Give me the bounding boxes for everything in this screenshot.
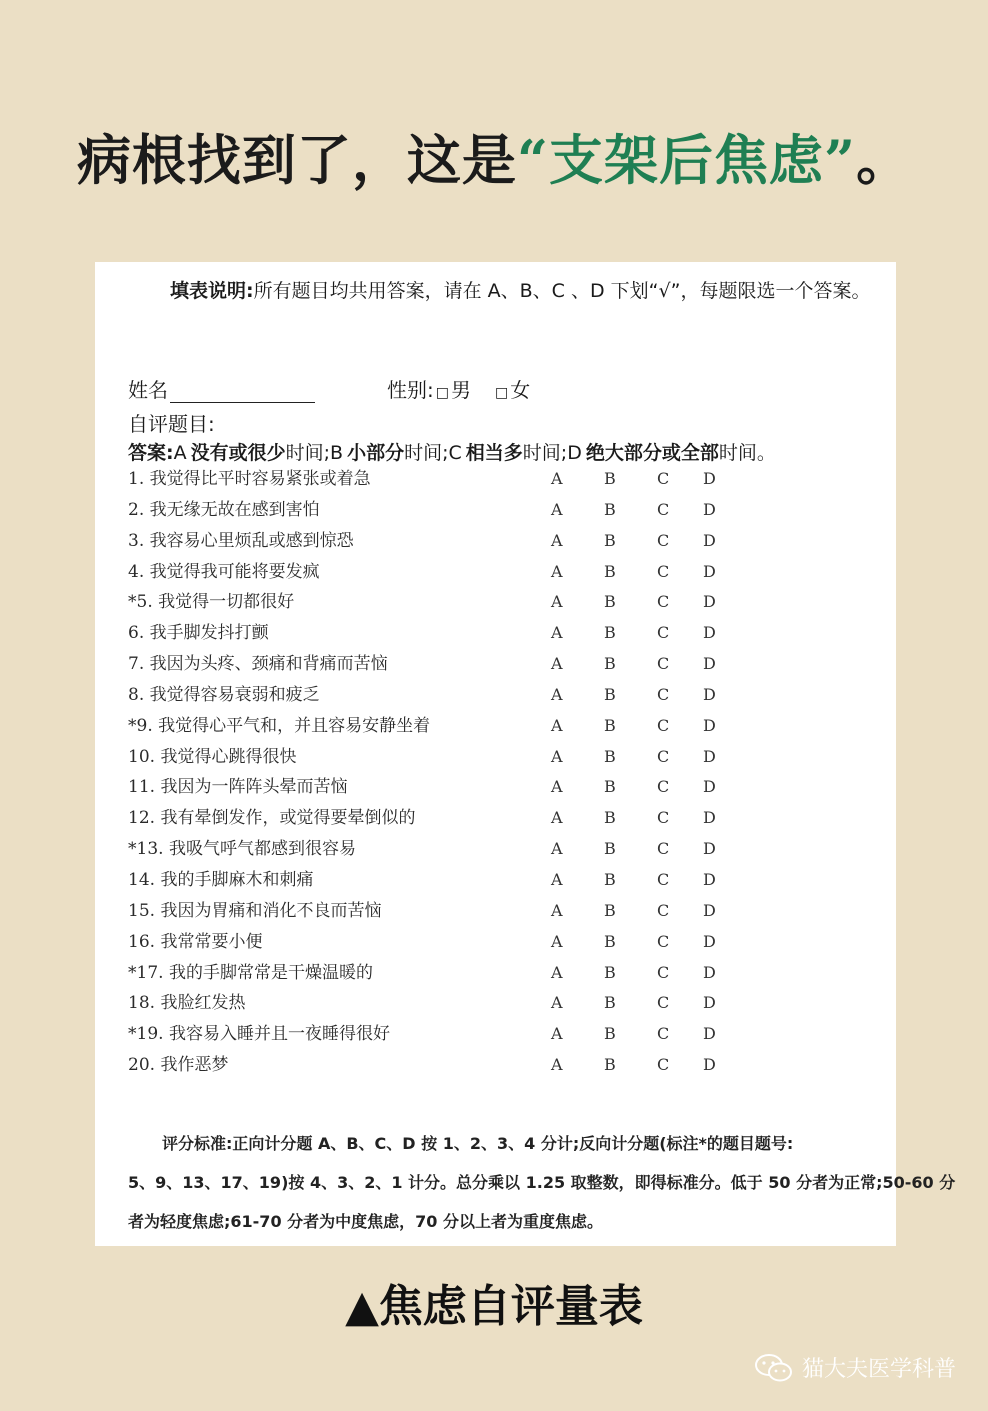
question-text: 10. 我觉得心跳得很快 <box>128 746 297 767</box>
question-row <box>128 868 868 899</box>
option-c[interactable]: C <box>657 777 670 797</box>
option-a[interactable]: A <box>551 931 563 951</box>
answer-key-bold: 小部分 <box>347 442 405 464</box>
option-d[interactable]: D <box>703 962 716 982</box>
question-text: 2. 我无缘无故在感到害怕 <box>128 499 320 520</box>
question-row <box>128 991 868 1022</box>
question-text: 11. 我因为一阵阵头晕而苦恼 <box>128 777 348 798</box>
answer-key-bold: 绝大部分或全部 <box>585 442 719 464</box>
option-c[interactable]: C <box>657 869 670 889</box>
option-c[interactable]: C <box>657 592 670 612</box>
option-c[interactable]: C <box>657 1055 670 1075</box>
option-a[interactable]: A <box>551 592 563 612</box>
option-b[interactable]: B <box>604 931 616 951</box>
option-a[interactable]: A <box>551 530 563 550</box>
question-row <box>128 529 868 560</box>
option-d[interactable]: D <box>703 993 716 1013</box>
question-row <box>128 683 868 714</box>
option-b[interactable]: B <box>604 684 616 704</box>
answer-key-bold: 相当多 <box>465 442 523 464</box>
watermark-text: 猫大夫医学科普 <box>801 1357 956 1382</box>
question-row <box>128 899 868 930</box>
option-b[interactable]: B <box>604 623 616 643</box>
question-text: *5. 我觉得一切都很好 <box>128 592 295 613</box>
option-d[interactable]: D <box>703 684 716 704</box>
option-c[interactable]: C <box>657 499 670 519</box>
option-b[interactable]: B <box>604 839 616 859</box>
option-b[interactable]: B <box>604 962 616 982</box>
answer-key-items <box>174 442 776 464</box>
option-b[interactable]: B <box>604 808 616 828</box>
option-a[interactable]: A <box>551 684 563 704</box>
option-c[interactable]: C <box>657 715 670 735</box>
instruction-label: 填表说明: <box>170 280 254 302</box>
question-text: 8. 我觉得容易衰弱和疲乏 <box>128 684 320 705</box>
option-b[interactable]: B <box>604 777 616 797</box>
answer-key-letter: C <box>448 442 462 464</box>
female-checkbox[interactable]: □ <box>494 385 509 401</box>
option-b[interactable]: B <box>604 654 616 674</box>
option-d[interactable]: D <box>703 1024 716 1044</box>
answer-key-normal: 时间。 <box>718 442 776 464</box>
question-row <box>128 467 868 498</box>
watermark <box>754 1352 956 1383</box>
question-text: 3. 我容易心里烦乱或感到惊恐 <box>128 530 354 551</box>
option-d[interactable]: D <box>703 808 716 828</box>
answer-key-letter: D <box>567 442 582 464</box>
question-text: 15. 我因为胃痛和消化不良而苦恼 <box>128 900 382 921</box>
question-row <box>128 714 868 745</box>
answer-key-label: 答案: <box>128 442 174 464</box>
option-d[interactable]: D <box>703 561 716 581</box>
option-b[interactable]: B <box>604 499 616 519</box>
answer-key-normal: 时间; <box>522 442 568 464</box>
question-text: 20. 我作恶梦 <box>128 1055 229 1076</box>
option-b[interactable]: B <box>604 900 616 920</box>
name-field <box>128 374 315 403</box>
option-c[interactable]: C <box>657 654 670 674</box>
option-b[interactable]: B <box>604 530 616 550</box>
answer-key-letter: A <box>173 442 187 464</box>
option-b[interactable]: B <box>604 993 616 1013</box>
option-d[interactable]: D <box>703 839 716 859</box>
question-text: 18. 我脸红发热 <box>128 993 246 1014</box>
question-text: 6. 我手脚发抖打颤 <box>128 623 269 644</box>
option-b[interactable]: B <box>604 715 616 735</box>
option-b[interactable]: B <box>604 592 616 612</box>
question-text: 16. 我常常要小便 <box>128 931 263 952</box>
option-b[interactable]: B <box>604 1024 616 1044</box>
option-c[interactable]: C <box>657 931 670 951</box>
question-text: 14. 我的手脚麻木和刺痛 <box>128 869 314 890</box>
scoring-line: 者为轻度焦虑;61-70 分者为中度焦虑，70 分以上者为重度焦虑。 <box>128 1212 603 1231</box>
option-b[interactable]: B <box>604 869 616 889</box>
option-d[interactable]: D <box>703 530 716 550</box>
question-text: *19. 我容易入睡并且一夜睡得很好 <box>128 1024 390 1045</box>
option-d[interactable]: D <box>703 592 716 612</box>
option-a[interactable]: A <box>551 777 563 797</box>
option-a[interactable]: A <box>551 654 563 674</box>
wechat-icon <box>754 1353 794 1383</box>
name-blank[interactable] <box>170 384 315 403</box>
question-row <box>128 621 868 652</box>
question-row <box>128 837 868 868</box>
option-c[interactable]: C <box>657 1024 670 1044</box>
option-a[interactable]: A <box>551 1024 563 1044</box>
sex-label: 性别: <box>387 378 434 402</box>
headline <box>0 118 988 195</box>
option-a[interactable]: A <box>551 499 563 519</box>
question-text: *13. 我吸气呼气都感到很容易 <box>128 839 356 860</box>
question-row <box>128 498 868 529</box>
question-text: 4. 我觉得我可能将要发疯 <box>128 561 320 582</box>
question-row <box>128 590 868 621</box>
option-a[interactable]: A <box>551 561 563 581</box>
name-label: 姓名 <box>128 378 168 402</box>
option-a[interactable]: A <box>551 469 563 488</box>
answer-key-bold: 没有或很少 <box>190 442 286 464</box>
answer-key-normal: 时间; <box>285 442 331 464</box>
option-a[interactable]: A <box>551 900 563 920</box>
option-c[interactable]: C <box>657 561 670 581</box>
option-d[interactable]: D <box>703 623 716 643</box>
question-row <box>128 1022 868 1053</box>
sex-field <box>387 374 530 403</box>
question-row <box>128 806 868 837</box>
question-text: *9. 我觉得心平气和，并且容易安静坐着 <box>128 715 431 736</box>
option-b[interactable]: B <box>604 746 616 766</box>
figure-caption: ▲焦虑自评量表 <box>345 1281 643 1332</box>
option-d[interactable]: D <box>703 715 716 735</box>
option-d[interactable]: D <box>703 1055 716 1075</box>
option-c[interactable]: C <box>657 962 670 982</box>
option-d[interactable]: D <box>703 777 716 797</box>
option-d[interactable]: D <box>703 931 716 951</box>
scoring-criteria <box>128 1124 956 1241</box>
question-text: 1. 我觉得比平时容易紧张或着急 <box>128 469 371 489</box>
headline-prefix: 病根找到了，这是 <box>76 128 517 192</box>
question-list <box>128 467 868 1084</box>
option-c[interactable]: C <box>657 993 670 1013</box>
question-row <box>128 930 868 961</box>
option-d[interactable]: D <box>703 654 716 674</box>
headline-highlight: “支架后焦虑” <box>516 128 857 192</box>
option-b[interactable]: B <box>604 1055 616 1075</box>
option-c[interactable]: C <box>657 900 670 920</box>
answer-key-normal: 时间; <box>404 442 449 464</box>
scoring-line: 评分标准:正向计分题 A、B、C、D 按 1、2、3、4 分计;反向计分题(标注*的题目题号: <box>162 1134 794 1153</box>
headline-suffix: 。 <box>856 128 912 192</box>
question-row <box>128 961 868 992</box>
answer-key-letter: B <box>330 442 344 464</box>
option-d[interactable]: D <box>703 869 716 889</box>
option-d[interactable]: D <box>703 746 716 766</box>
option-a[interactable]: A <box>551 839 563 859</box>
self-eval-title: 自评题目: <box>128 412 215 436</box>
option-d[interactable]: D <box>703 499 716 519</box>
scoring-line: 5、9、13、17、19)按 4、3、2、1 计分。总分乘以 1.25 取整数，即得标准分。低于 50 分者为正常;50-60 分 <box>128 1173 956 1192</box>
option-a[interactable]: A <box>551 808 563 828</box>
question-row <box>128 652 868 683</box>
male-label: 男 <box>450 378 471 402</box>
male-checkbox[interactable]: □ <box>435 385 449 401</box>
option-a[interactable]: A <box>551 623 563 643</box>
option-c[interactable]: C <box>657 530 670 550</box>
question-row <box>128 745 868 776</box>
question-row <box>128 1053 868 1084</box>
option-c[interactable]: C <box>657 808 670 828</box>
option-c[interactable]: C <box>657 623 670 643</box>
answer-key <box>128 438 776 465</box>
option-d[interactable]: D <box>703 469 716 488</box>
form-instruction <box>170 276 870 303</box>
question-row <box>128 775 868 806</box>
option-d[interactable]: D <box>703 900 716 920</box>
option-a[interactable]: A <box>551 962 563 982</box>
question-text: 12. 我有晕倒发作，或觉得要晕倒似的 <box>128 808 416 829</box>
instruction-text: 所有题目均共用答案，请在 A、B、C 、D 下划“√”，每题限选一个答案。 <box>253 280 871 302</box>
option-c[interactable]: C <box>657 684 670 704</box>
question-text: *17. 我的手脚常常是干燥温暖的 <box>128 962 373 983</box>
option-c[interactable]: C <box>657 469 670 488</box>
option-a[interactable]: A <box>551 1055 563 1075</box>
option-a[interactable]: A <box>551 993 563 1013</box>
option-a[interactable]: A <box>551 715 563 735</box>
female-label: 女 <box>510 378 531 402</box>
option-b[interactable]: B <box>604 561 616 581</box>
option-a[interactable]: A <box>551 869 563 889</box>
option-c[interactable]: C <box>657 746 670 766</box>
option-b[interactable]: B <box>604 469 616 488</box>
anxiety-form-sheet <box>95 262 956 1246</box>
question-text: 7. 我因为头疼、颈痛和背痛而苦恼 <box>128 654 388 675</box>
question-row <box>128 560 868 591</box>
option-a[interactable]: A <box>551 746 563 766</box>
option-c[interactable]: C <box>657 839 670 859</box>
